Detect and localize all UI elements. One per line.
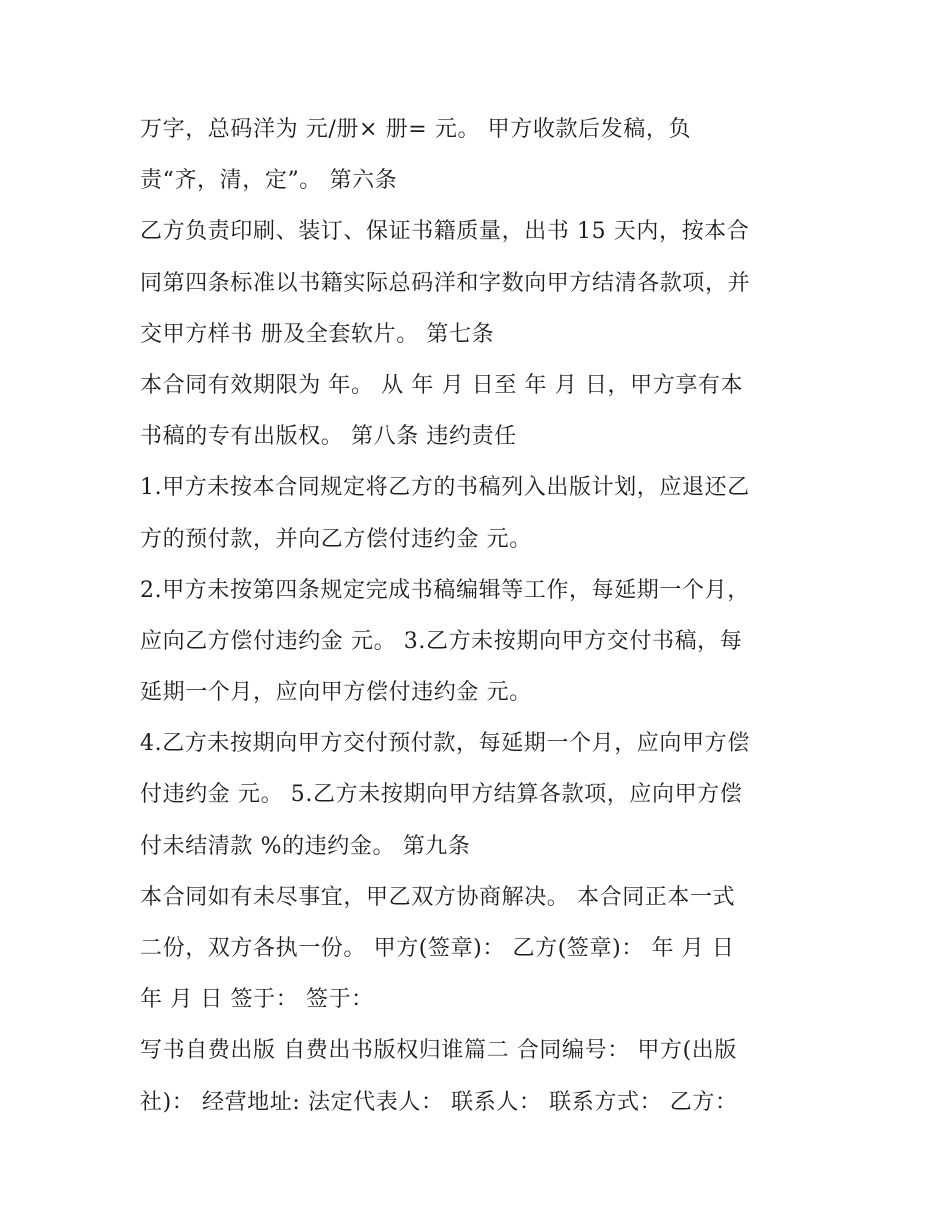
text-line: 写书自费出版 自费出书版权归谁篇二 合同编号： 甲方(出版 <box>140 1038 737 1064</box>
text-line: 付未结清款 %的违约金。 第九条 <box>140 833 471 859</box>
text-line: 同第四条标准以书籍实际总码洋和字数向甲方结清各款项，并 <box>140 270 751 296</box>
text-line: 万字，总码洋为 元/册× 册= 元。 甲方收款后发稿，负 <box>140 117 692 142</box>
text-line: 1.甲方未按本合同规定将乙方的书稿列入出版计划，应退还乙 <box>140 475 750 501</box>
text-line: 应向乙方偿付违约金 元。 3.乙方未按期向甲方交付书稿，每 <box>140 628 743 654</box>
text-line: 二份，双方各执一份。 甲方(签章)： 乙方(签章)： 年 月 日 <box>140 936 735 961</box>
text-line: 方的预付款，并向乙方偿付违约金 元。 <box>140 526 532 552</box>
text-line: 付违约金 元。 5.乙方未按期向甲方结算各款项，应向甲方偿 <box>140 782 743 808</box>
text-line: 交甲方样书 册及全套软片。 第七条 <box>140 321 495 347</box>
text-line: 责“齐，清，定”。 第六条 <box>140 168 398 194</box>
text-line: 本合同如有未尽事宜，甲乙双方协商解决。 本合同正本一式 <box>140 884 736 910</box>
text-line: 社)： 经营地址: 法定代表人： 联系人： 联系方式： 乙方： <box>140 1089 738 1115</box>
text-line: 4.乙方未按期向甲方交付预付款，每延期一个月，应向甲方偿 <box>140 731 750 757</box>
text-line: 延期一个月，应向甲方偿付违约金 元。 <box>140 680 532 706</box>
text-line: 乙方负责印刷、装订、保证书籍质量，出书 15 天内，按本合 <box>140 219 750 245</box>
contract-text-body <box>140 108 830 1132</box>
text-line: 本合同有效期限为 年。 从 年 月 日至 年 月 日，甲方享有本 <box>140 372 744 398</box>
text-line: 书稿的专有出版权。 第八条 违约责任 <box>140 424 517 450</box>
text-line: 年 月 日 签于： 签于： <box>140 987 374 1013</box>
text-line: 2.甲方未按第四条规定完成书稿编辑等工作，每延期一个月， <box>140 577 750 603</box>
